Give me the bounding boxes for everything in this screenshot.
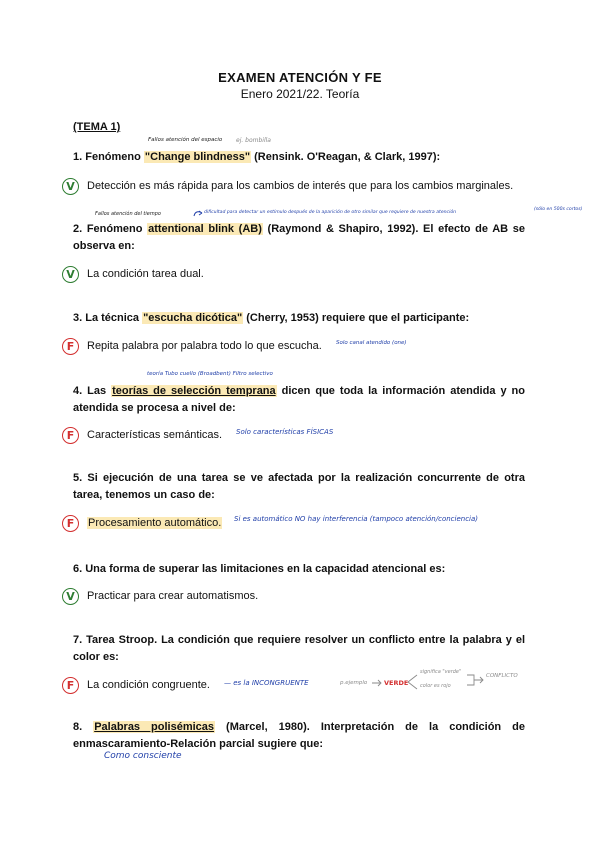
- q2-note-explain: dificultad para detectar un estímulo después de la aparición de otro similar que requiere de nuestra atención: [204, 210, 457, 215]
- answer-6-text: Practicar para crear automatismos.: [87, 590, 259, 602]
- q2-highlight: attentional blink (AB): [148, 223, 262, 235]
- q4-highlight: teorías de selección temprana: [112, 385, 276, 397]
- exam-title: EXAMEN ATENCIÓN Y FE: [218, 70, 382, 85]
- question-7: 7. Tarea Stroop. La condición que requiere resolver un conflicto entre la palabra y el color es:: [73, 634, 525, 663]
- q8-highlight: Palabras polisémicas: [94, 721, 215, 733]
- q2-prefix: 2. Fenómeno: [73, 223, 148, 235]
- q7-note-example: p.ejemplo: [340, 680, 368, 686]
- answer-7-text: La condición congruente.: [87, 679, 210, 691]
- answer-4-text: Características semánticas.: [87, 429, 223, 441]
- q1-note-above: Fallos atención del espacio: [148, 137, 223, 143]
- q7-note: — es la INCONGRUENTE: [224, 679, 309, 687]
- q1-prefix: 1. Fenómeno: [73, 151, 144, 163]
- answer-2: [62, 263, 204, 285]
- correct-mark-icon: V: [62, 266, 79, 283]
- q8-prefix: 8.: [73, 721, 94, 733]
- incorrect-mark-icon: F: [62, 677, 79, 694]
- question-4: [73, 383, 525, 417]
- q4-note-above: teoría Tubo cuello (Broadbent) Filtro selectivo: [147, 371, 273, 377]
- question-1: [73, 149, 525, 166]
- answer-1: [62, 175, 513, 197]
- q3-suffix: (Cherry, 1953) requiere que el participante:: [243, 312, 470, 324]
- q3-highlight: "escucha dicótica": [143, 312, 243, 324]
- q4-suffix: dicen que toda la información atendida y no atendida se procesa a nivel de:: [73, 385, 525, 414]
- q7-note-color: color es rojo: [420, 683, 451, 689]
- answer-5-text: Procesamiento automático.: [88, 517, 222, 529]
- answer-3: [62, 335, 322, 357]
- question-5: 5. Si ejecución de una tarea se ve afectada por la realización concurrente de otra tarea, tenemos un caso de:: [73, 472, 525, 501]
- q1-suffix: (Rensink. O'Reagan, & Clark, 1997):: [251, 151, 441, 163]
- answer-2-text: La condición tarea dual.: [87, 268, 204, 280]
- q4-note: Solo características FÍSICAS: [236, 428, 334, 436]
- incorrect-mark-icon: F: [62, 427, 79, 444]
- incorrect-mark-icon: F: [62, 338, 79, 355]
- answer-7: [62, 674, 210, 696]
- answer-5: [62, 512, 222, 534]
- question-2: [73, 221, 525, 255]
- q7-note-conflict: CONFLICTO: [486, 673, 518, 679]
- incorrect-mark-icon: F: [62, 515, 79, 532]
- correct-mark-icon: V: [62, 588, 79, 605]
- q7-arrow-icon: [371, 679, 383, 687]
- question-8: [73, 719, 525, 753]
- section-heading: (TEMA 1): [73, 121, 121, 133]
- q7-merge-arrow-icon: [466, 672, 484, 688]
- q7-split-arrow-icon: [407, 671, 419, 693]
- q1-note-example: ej. bombilla: [236, 137, 271, 144]
- q4-prefix: 4. Las: [73, 385, 112, 397]
- answer-4: [62, 424, 222, 446]
- answer-3-text: Repita palabra por palabra todo lo que escucha.: [87, 340, 322, 352]
- q5-note: Si es automático NO hay interferencia (tampoco atención/conciencia): [234, 515, 479, 523]
- question-3: [73, 310, 525, 327]
- q2-suffix: (Raymond & Shapiro, 1992). El efecto de AB se observa en:: [73, 223, 525, 252]
- q1-highlight: "Change blindness": [144, 151, 251, 163]
- q8-note: Como consciente: [104, 751, 182, 761]
- q8-suffix: (Marcel, 1980). Interpretación de la condición de enmascaramiento-Relación parcial sugiere que:: [73, 721, 526, 750]
- q7-note-word: VERDE: [384, 679, 409, 687]
- q3-note: Solo canal atendido (one): [336, 340, 407, 346]
- q7-note-meaning: significa "verde": [420, 669, 462, 675]
- correct-mark-icon: V: [62, 178, 79, 195]
- q2-note-paren: (sólo en 500s cortos): [534, 207, 583, 212]
- q2-note-label: Fallos atención del tiempo: [95, 211, 161, 217]
- exam-subtitle: Enero 2021/22. Teoría: [240, 87, 360, 101]
- q2-arrow-icon: [193, 210, 203, 218]
- answer-6: [62, 585, 258, 607]
- question-6: 6. Una forma de superar las limitaciones en la capacidad atencional es:: [73, 563, 446, 575]
- answer-1-text: Detección es más rápida para los cambios de interés que para los cambios marginales.: [87, 180, 514, 192]
- q3-prefix: 3. La técnica: [73, 312, 143, 324]
